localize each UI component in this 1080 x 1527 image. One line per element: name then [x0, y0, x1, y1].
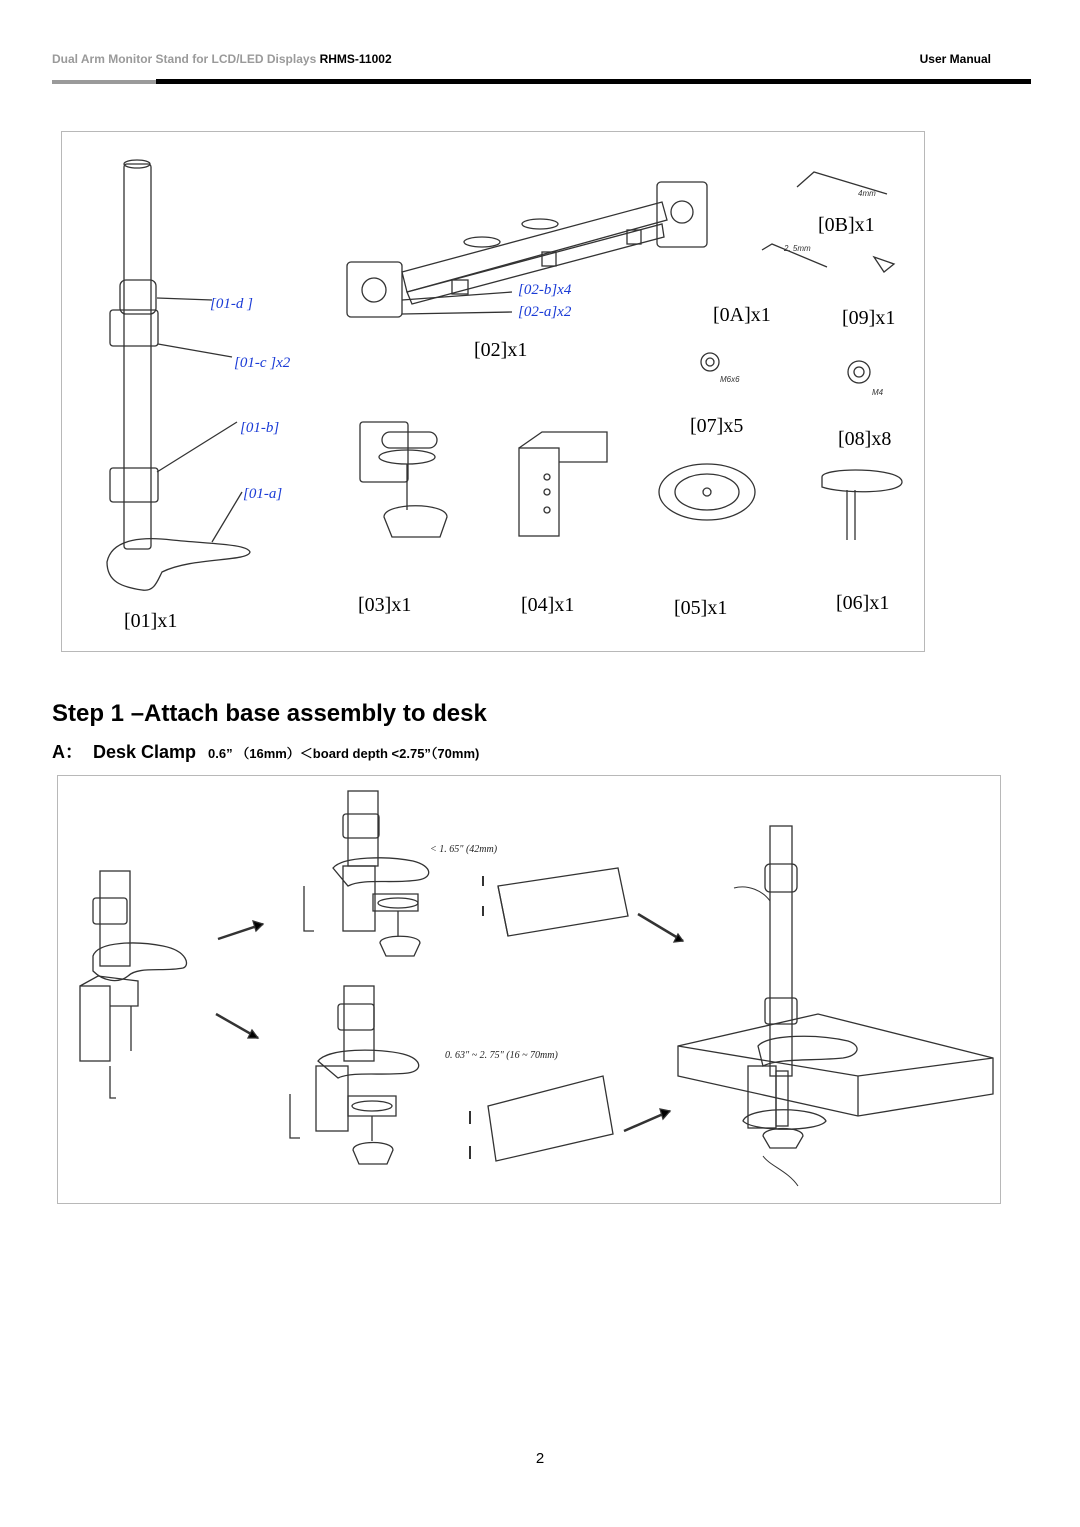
label-hex-4mm: 4mm [858, 189, 876, 198]
page-header [52, 52, 1031, 72]
page-number: 2 [535, 1450, 545, 1467]
dimension-board-range: 0. 63" ~ 2. 75" (16 ~ 70mm) [445, 1050, 558, 1061]
dimension-max-depth: < 1. 65" (42mm) [430, 844, 498, 855]
header-manual-label: User Manual [919, 52, 991, 66]
desk-board-top [498, 868, 628, 936]
bracket-part-04 [519, 448, 559, 536]
sub-name: Desk Clamp [93, 742, 197, 762]
header-title [52, 52, 392, 66]
label-part-07: [07]x5 [690, 415, 744, 437]
callout-01-c: [01-c ]x2 [234, 355, 291, 371]
parts-list-figure [61, 131, 925, 652]
sub-letter: A： [52, 742, 83, 762]
label-hex-2-5mm: 2. 5mm [784, 244, 811, 253]
left-pole [100, 871, 130, 966]
label-part-02: [02]x1 [474, 339, 528, 361]
callout-01-d: [01-d ] [210, 296, 253, 312]
desk-board-bottom [488, 1076, 613, 1161]
clamp-install-drawing [58, 776, 1000, 1203]
grommet-part-05 [659, 464, 755, 520]
label-part-06: [06]x1 [836, 592, 890, 614]
plate-part-06 [822, 470, 902, 492]
label-m6x6: M6x6 [720, 375, 740, 384]
callout-01-a: [01-a] [243, 486, 283, 502]
label-m4: M4 [872, 388, 884, 397]
label-part-08: [08]x8 [838, 428, 892, 450]
callout-02-b: [02-b]x4 [518, 282, 572, 298]
callout-01-b: [01-b] [240, 420, 280, 436]
label-part-01: [01]x1 [124, 610, 178, 632]
label-part-0A: [0A]x1 [713, 304, 771, 326]
vesa-plate-left [347, 262, 402, 317]
label-part-03: [03]x1 [358, 594, 412, 616]
base-01-a [107, 539, 250, 591]
label-part-0B: [0B]x1 [818, 214, 875, 236]
label-part-09: [09]x1 [842, 307, 896, 329]
callout-02-a: [02-a]x2 [518, 304, 572, 320]
clamp-part-03 [360, 422, 408, 482]
parts-drawing [62, 132, 924, 651]
label-part-05: [05]x1 [674, 597, 728, 619]
knob-part-08 [848, 361, 870, 383]
step-1-title: Step 1 –Attach base assembly to desk [52, 700, 487, 727]
header-rule-grey [52, 80, 156, 84]
screw-part-07 [701, 353, 719, 371]
desk-clamp-diagram [57, 775, 1001, 1204]
model-number: RHMS-11002 [319, 52, 392, 66]
header-rule-black [156, 79, 1031, 84]
sub-dimensions: 0.6” （16mm）＜board depth <2.75”（70mm) [208, 746, 480, 761]
step-1-subheading [52, 738, 479, 764]
pole-part-01 [124, 164, 151, 549]
label-part-04: [04]x1 [521, 594, 575, 616]
wingnut-part-09 [874, 257, 894, 272]
desk-surface [678, 1014, 993, 1116]
doc-title: Dual Arm Monitor Stand for LCD/LED Displays [52, 52, 317, 66]
